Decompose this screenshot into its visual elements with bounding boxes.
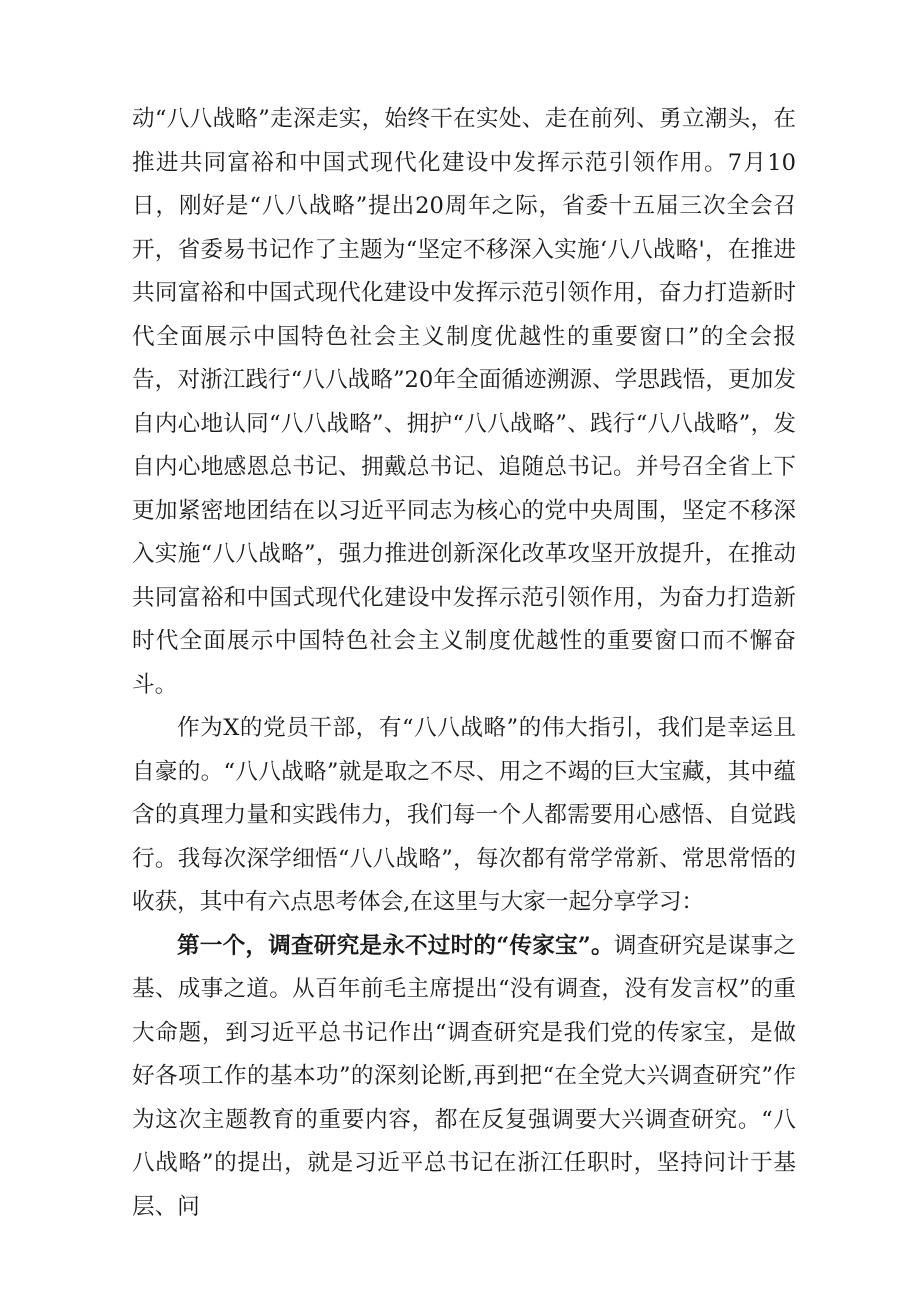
paragraph-1: 动“八八战略”走深走实，始终干在实处、走在前列、勇立潮头，在推进共同富裕和中国式现代化建设中发挥示范引领作用。7月10日，刚好是“八八战略”提出20周年之际，省委十五届三次全会召开，省委易书记作了主题为“坚定不移深入实施‘八八战略'，在推进共同富裕和中国式现代化建设中发挥示范引领作用，奋力打造新时代全面展示中国特色社会主义制度优越性的重要窗口”的全会报告，对浙江践行“八八战略”20年全面循迹溯源、学思践悟，更加发自内心地认同“八八战略”、拥护“八八战略”、践行“八八战略”，发自内心地感恩总书记、拥戴总书记、追随总书记。并号召全省上下更加紧密地团结在以习近平同志为核心的党中央周围，坚定不移深入实施“八八战略”，强力推进创新深化改革攻坚开放提升，在推动共同富裕和中国式现代化建设中发挥示范引领作用，为奋力打造新时代全面展示中国特色社会主义制度优越性的重要窗口而不懈奋斗。 [132, 106, 796, 698]
paragraph-2: 作为X的党员干部，有“八八战略”的伟大指引，我们是幸运且自豪的。“八八战略”就是取之不尽、用之不竭的巨大宝藏，其中蕴含的真理力量和实践伟力，我们每一个人都需要用心感悟、自觉践行。我每次深学细悟“八八战略”，每次都有常学常新、常思常悟的收获，其中有六点思考体会,在这里与大家一起分享学习： [132, 715, 796, 915]
paragraph-3-body: 调查研究是谋事之基、成事之道。从百年前毛主席提出“没有调查，没有发言权”的重大命题，到习近平总书记作出“调查研究是我们党的传家宝，是做好各项工作的基本功”的深刻论断,再到把“在全党大兴调查研究”作为这次主题教育的重要内容，都在反复强调要大兴调查研究。“八八战略”的提出，就是习近平总书记在浙江任职时，坚持问计于基层、问 [132, 932, 797, 1220]
document-page [132, 98, 796, 1229]
section-heading: 第一个，调查研究是永不过时的“传家宝”。 [177, 932, 614, 959]
paragraph-3 [132, 925, 796, 1230]
